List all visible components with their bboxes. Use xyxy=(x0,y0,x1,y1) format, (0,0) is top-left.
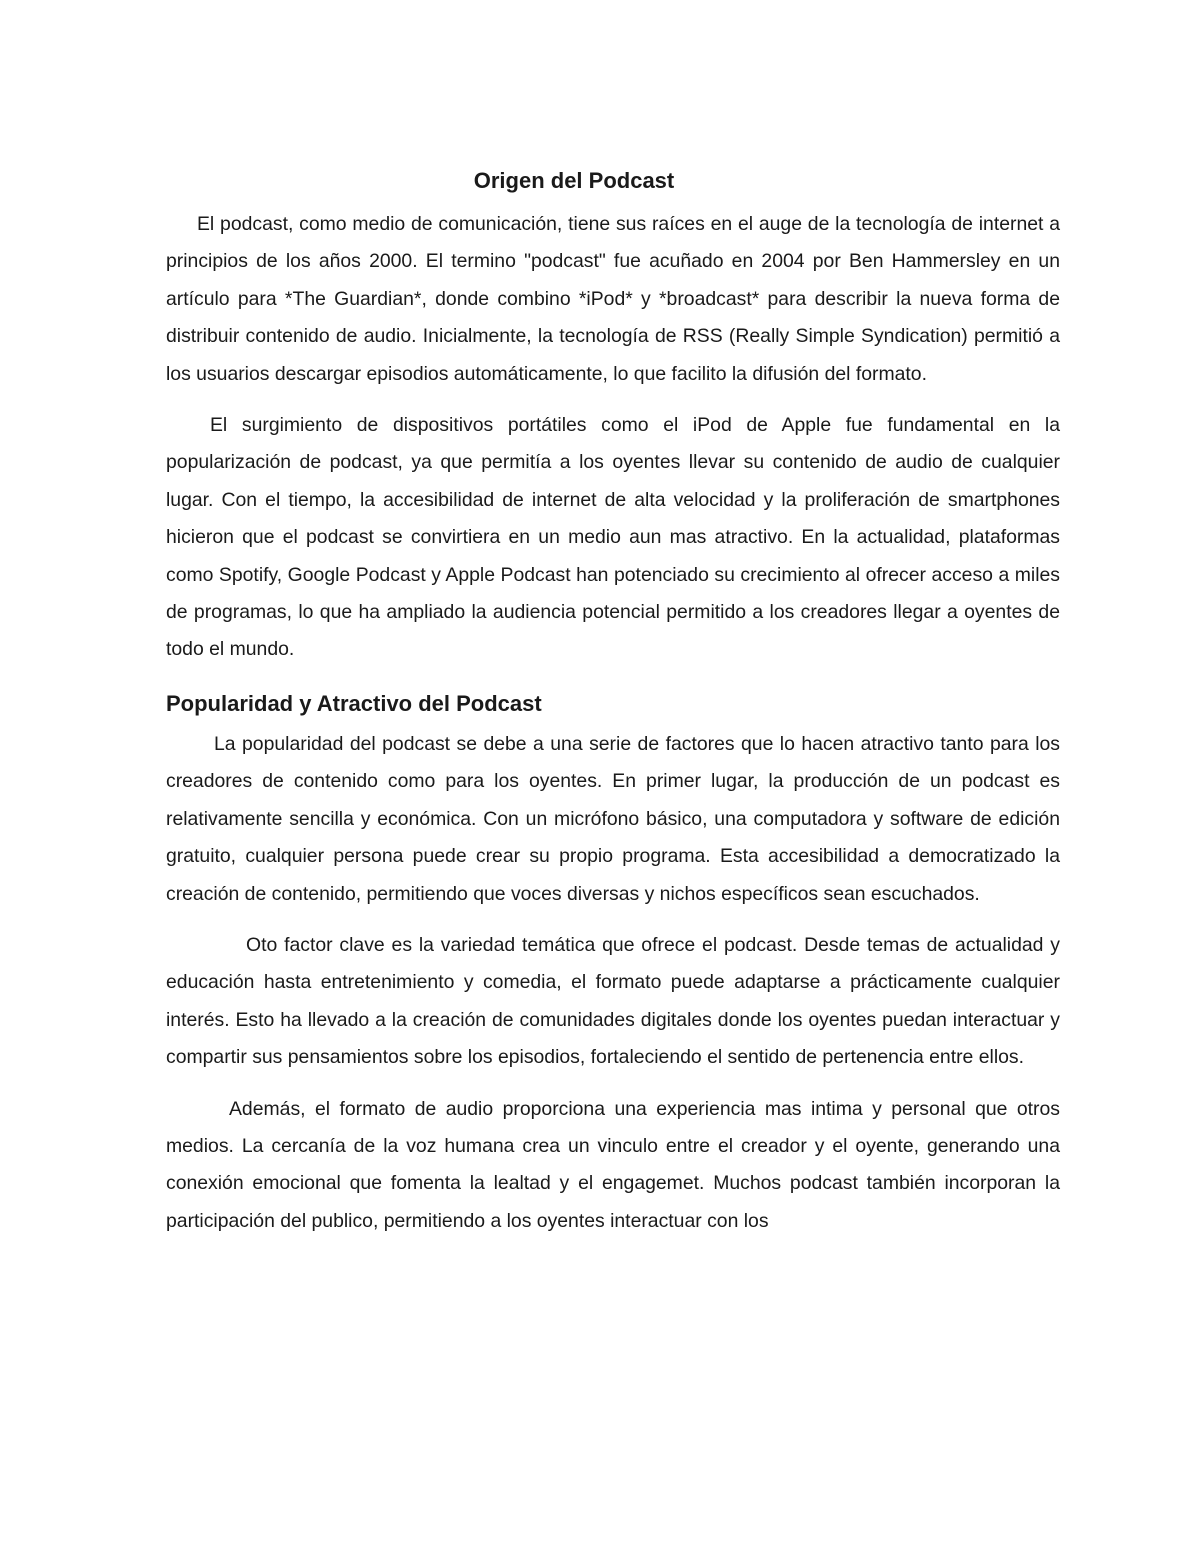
document-title: Origen del Podcast xyxy=(473,168,675,193)
paragraph-origin-2: El surgimiento de dispositivos portátiles como el iPod de Apple fue fundamental en la popularización de podcast, ya que permitía a los oyentes llevar su contenido de audio de cualquier lugar. Con el tiempo, la accesibilidad de internet de alta velocidad y la proliferación de smartphones hicieron que el podcast se convirtiera en un medio aun mas atractivo. En la actualidad, plataformas como Spotify, Google Podcast y Apple Podcast han potenciado su crecimiento al ofrecer acceso a miles de programas, lo que ha ampliado la audiencia potencial permitido a los creadores llegar a oyentes de todo el mundo. xyxy=(166,414,1060,661)
paragraph-popularity-3: Además, el formato de audio proporciona una experiencia mas intima y personal que otros medios. La cercanía de la voz humana crea un vinculo entre el creador y el oyente, generando una conexión emocional que fomenta la lealtad y el engagemet. Muchos podcast también incorporan la participación del publico, permitiendo a los oyentes interactuar con los xyxy=(166,1097,1060,1232)
document-body xyxy=(166,165,1060,1240)
paragraph-popularity-1: La popularidad del podcast se debe a una serie de factores que lo hacen atractivo tanto para los creadores de contenido como para los oyentes. En primer lugar, la producción de un podcast es relativamente sencilla y económica. Con un micrófono básico, una computadora y software de edición gratuito, cualquier persona puede crear su propio programa. Esta accesibilidad a democratizado la creación de contenido, permitiendo que voces diversas y nichos específicos sean escuchados. xyxy=(166,732,1060,905)
section-heading-popularity: Popularidad y Atractivo del Podcast xyxy=(166,690,542,716)
paragraph-origin-1: El podcast, como medio de comunicación, tiene sus raíces en el auge de la tecnología de internet a principios de los años 2000. El termino "podcast" fue acuñado en 2004 por Ben Hammersley en un artículo para *The Guardian*, donde combino *iPod* y *broadcast* para describir la nueva forma de distribuir contenido de audio. Inicialmente, la tecnología de RSS (Really Simple Syndication) permitió a los usuarios descargar episodios automáticamente, lo que facilito la difusión del formato. xyxy=(166,213,1060,385)
paragraph-popularity-2: Oto factor clave es la variedad temática que ofrece el podcast. Desde temas de actualidad y educación hasta entretenimiento y comedia, el formato puede adaptarse a prácticamente cualquier interés. Esto ha llevado a la creación de comunidades digitales donde los oyentes puedan interactuar y compartir sus pensamientos sobre los episodios, fortaleciendo el sentido de pertenencia entre ellos. xyxy=(166,933,1060,1069)
